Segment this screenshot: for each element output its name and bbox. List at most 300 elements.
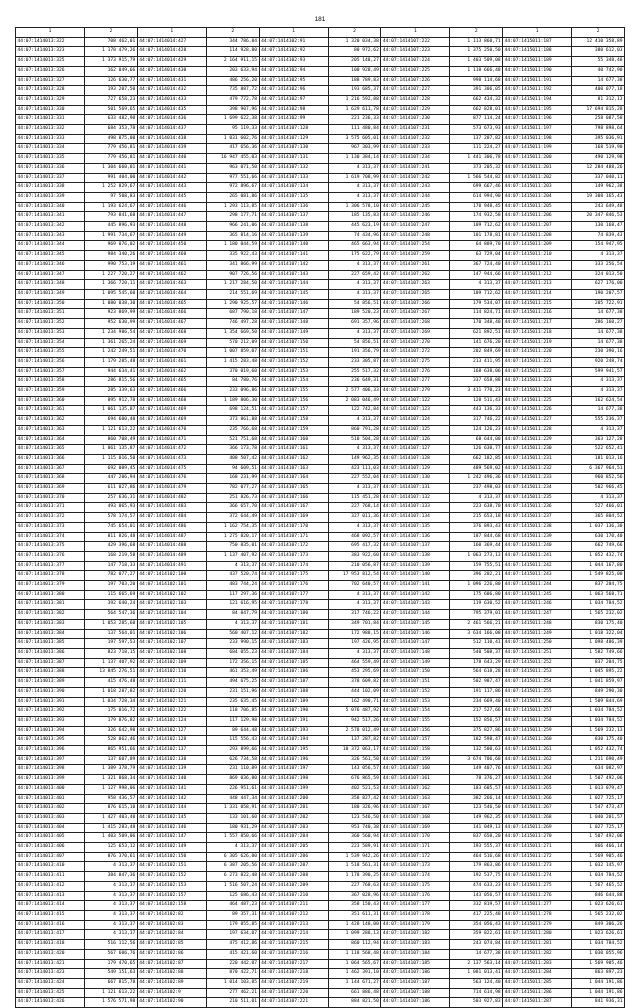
cadastral-value-cell: 498 875,00 (85, 134, 138, 144)
cadastral-number-cell: 44:07:1414013:414 (16, 901, 85, 911)
cadastral-value-cell: 860 708,49 (85, 435, 138, 445)
cadastral-value-cell: 1 144 671,27 (328, 978, 381, 988)
cadastral-number-cell: 44:07:1414107:265 (381, 289, 450, 299)
cadastral-number-cell: 44:07:1414013:350 (16, 299, 85, 309)
cadastral-value-cell: 359 822,61 (450, 930, 503, 940)
cadastral-value-cell: 243 649,48 (572, 202, 625, 212)
cadastral-value-cell: 190 207,57 (572, 289, 625, 299)
cadastral-value-cell: 1 699 622,38 (206, 115, 259, 125)
cadastral-number-cell: 44:07:1414013:400 (16, 784, 85, 794)
cadastral-number-cell: 44:07:1414014:465 (137, 299, 206, 309)
table-row (16, 784, 625, 794)
table-row (16, 891, 625, 901)
cadastral-number-cell: 44:07:1414107:130 (381, 474, 450, 484)
cadastral-number-cell: 44:07:1414013:349 (16, 289, 85, 299)
cadastral-number-cell: 44:07:1414107:241 (381, 163, 450, 173)
cadastral-number-cell: 44:07:1414107:148 (259, 319, 328, 329)
cadastral-number-cell: 44:07:1414107:174 (381, 872, 450, 882)
cadastral-number-cell: 44:07:1414107:140 (381, 571, 450, 581)
cadastral-value-cell: 614 994,90 (450, 192, 503, 202)
cadastral-value-cell: 373 205,32 (450, 163, 503, 173)
cadastral-value-cell: 984 340,26 (85, 251, 138, 261)
cadastral-value-cell: 837 650,20 (450, 833, 503, 843)
table-row (16, 969, 625, 979)
cadastral-number-cell: 44:07:1415011:274 (503, 872, 572, 882)
cadastral-value-cell: 958 436,57 (85, 794, 138, 804)
cadastral-number-cell: 44:07:1414013:415 (16, 910, 85, 920)
cadastral-number-cell: 44:07:1414102:109 (137, 658, 206, 668)
cadastral-value-cell: 1 518 561,31 (328, 862, 381, 872)
cadastral-number-cell: 44:07:1414102:82 (137, 910, 206, 920)
cadastral-value-cell: 423 111,03 (328, 464, 381, 474)
cadastral-value-cell: 398 907,96 (206, 105, 259, 115)
cadastral-number-cell: 44:07:1414102:142 (137, 794, 206, 804)
cadastral-number-cell: 44:07:1414107:135 (381, 522, 450, 532)
cadastral-number-cell: 44:07:1414013:410 (16, 862, 85, 872)
cadastral-number-cell: 44:07:1415011:207 (503, 222, 572, 232)
cadastral-value-cell: 483 744,24 (206, 581, 259, 591)
cadastral-number-cell: 44:07:1415011:278 (503, 910, 572, 920)
cadastral-number-cell: 44:07:1414013:332 (16, 125, 85, 135)
cadastral-value-cell: 1 013 079,47 (572, 784, 625, 794)
cadastral-value-cell: 223 589,91 (328, 843, 381, 853)
cadastral-value-cell: 1 007 859,07 (206, 348, 259, 358)
table-row (16, 260, 625, 270)
cadastral-value-cell: 1 018 322,04 (572, 629, 625, 639)
table-row (16, 668, 625, 678)
cadastral-number-cell: 44:07:1414107:208 (259, 872, 328, 882)
cadastral-value-cell: 1 053 285,60 (85, 619, 138, 629)
cadastral-value-cell: 630 170,40 (572, 532, 625, 542)
cadastral-value-cell: 1 081 013,41 (450, 969, 503, 979)
table-row (16, 76, 625, 86)
cadastral-number-cell: 44:07:1414107:207 (259, 862, 328, 872)
cadastral-number-cell: 44:07:1414014:468 (137, 328, 206, 338)
cadastral-value-cell: 197 597,53 (85, 639, 138, 649)
cadastral-value-cell: 137 564,01 (85, 629, 138, 639)
cadastral-value-cell: 1 095 545,60 (85, 289, 138, 299)
cadastral-number-cell: 44:07:1414013:322 (16, 37, 85, 47)
cadastral-value-cell: 1 569 232,13 (572, 726, 625, 736)
cadastral-number-cell: 44:07:1414013:368 (16, 474, 85, 484)
cadastral-value-cell: 798 898,64 (572, 125, 625, 135)
cadastral-number-cell: 44:07:1414014:489 (137, 551, 206, 561)
cadastral-number-cell: 44:07:1415011:287 (503, 998, 572, 1008)
cadastral-number-cell: 44:07:1414107:173 (259, 551, 328, 561)
cadastral-value-cell: 132 500,63 (450, 746, 503, 756)
table-row (16, 202, 625, 212)
cadastral-value-cell: 1 189 806,30 (206, 396, 259, 406)
cadastral-value-cell: 101 178,81 (450, 231, 503, 241)
cadastral-number-cell: 44:07:1415011:217 (503, 319, 572, 329)
cadastral-value-cell: 549 151,63 (85, 969, 138, 979)
cadastral-value-cell: 54 856,51 (328, 299, 381, 309)
cadastral-value-cell: 205 722,91 (572, 299, 625, 309)
cadastral-value-cell: 124 126,23 (450, 425, 503, 435)
cadastral-value-cell: 727 658,23 (85, 95, 138, 105)
cadastral-value-cell: 215 653,18 (450, 513, 503, 523)
cadastral-value-cell: 1 389 378,79 (85, 765, 138, 775)
cadastral-number-cell: 44:07:1414102:127 (137, 726, 206, 736)
cadastral-value-cell: 527 466,01 (572, 503, 625, 513)
cadastral-value-cell: 179 855,85 (206, 920, 259, 930)
cadastral-value-cell: 570 212,09 (206, 338, 259, 348)
cadastral-value-cell: 337 040,11 (572, 173, 625, 183)
cadastral-number-cell: 44:07:1415011:214 (503, 289, 572, 299)
cadastral-value-cell: 122 742,84 (328, 406, 381, 416)
cadastral-value-cell: 203 633,94 (206, 66, 259, 76)
cadastral-number-cell: 44:07:1414107:230 (381, 115, 450, 125)
cadastral-number-cell: 44:07:1414107:170 (381, 833, 450, 843)
cadastral-number-cell: 44:07:1414013:377 (16, 561, 85, 571)
cadastral-number-cell: 44:07:1414107:263 (381, 280, 450, 290)
table-row (16, 183, 625, 193)
cadastral-number-cell: 44:07:1415011:194 (503, 95, 572, 105)
cadastral-value-cell: 141 049,13 (450, 823, 503, 833)
table-row (16, 328, 625, 338)
cadastral-value-cell: 258 087,58 (572, 115, 625, 125)
cadastral-value-cell: 444 102,09 (328, 687, 381, 697)
cadastral-value-cell: 1 242 249,51 (85, 348, 138, 358)
table-row (16, 872, 625, 882)
cadastral-value-cell: 17 953 812,54 (328, 571, 381, 581)
cadastral-number-cell: 44:07:1414107:186 (259, 668, 328, 678)
cadastral-value-cell: 162 490,71 (328, 697, 381, 707)
cadastral-value-cell: 877 114,24 (450, 115, 503, 125)
cadastral-value-cell: 172 988,15 (328, 629, 381, 639)
cadastral-number-cell: 44:07:1414013:404 (16, 823, 85, 833)
cadastral-number-cell: 44:07:1414107:276 (381, 367, 450, 377)
cadastral-value-cell: 502 987,47 (450, 678, 503, 688)
cadastral-value-cell: 286 815,56 (85, 377, 138, 387)
cadastral-number-cell: 44:07:1414107:150 (259, 338, 328, 348)
cadastral-value-cell: 876 370,61 (85, 852, 138, 862)
table-row (16, 299, 625, 309)
table-row (16, 289, 625, 299)
cadastral-number-cell: 44:07:1414102:107 (137, 639, 206, 649)
cadastral-number-cell: 44:07:1415011:255 (503, 687, 572, 697)
cadastral-number-cell: 44:07:1414107:174 (259, 561, 328, 571)
cadastral-number-cell: 44:07:1414102:158 (137, 901, 206, 911)
cadastral-value-cell: 698 124,51 (206, 406, 259, 416)
cadastral-number-cell: 44:07:1414013:381 (16, 600, 85, 610)
cadastral-value-cell: 1 373 915,79 (85, 57, 138, 67)
cadastral-value-cell: 327 011,36 (328, 513, 381, 523)
cadastral-number-cell: 44:07:1415011:236 (503, 503, 572, 513)
cadastral-number-cell: 44:07:1414013:362 (16, 416, 85, 426)
cadastral-value-cell: 443 136,33 (450, 406, 503, 416)
cadastral-number-cell: 44:07:1414014:466 (137, 309, 206, 319)
cadastral-value-cell: 168 219,58 (85, 551, 138, 561)
cadastral-value-cell: 89 644,48 (206, 726, 259, 736)
cadastral-number-cell: 44:07:1414107:203 (259, 823, 328, 833)
cadastral-number-cell: 44:07:1414107:136 (381, 532, 450, 542)
cadastral-number-cell: 44:07:1415011:276 (503, 891, 572, 901)
cadastral-number-cell: 44:07:1415011:282 (503, 949, 572, 959)
cadastral-number-cell: 44:07:1415011:268 (503, 813, 572, 823)
table-row (16, 280, 625, 290)
table-row (16, 978, 625, 988)
cadastral-number-cell: 44:07:1414107:169 (259, 513, 328, 523)
cadastral-value-cell: 298 177,71 (206, 212, 259, 222)
table-row (16, 57, 625, 67)
cadastral-value-cell: 1 547 473,47 (572, 804, 625, 814)
cadastral-number-cell: 44:07:1415011:273 (503, 862, 572, 872)
cadastral-value-cell: 191 356,79 (328, 348, 381, 358)
cadastral-value-cell: 1 428 148,00 (328, 920, 381, 930)
table-row (16, 173, 625, 183)
cadastral-number-cell: 44:07:1414107:155 (381, 716, 450, 726)
cadastral-value-cell: 990 753,19 (85, 260, 138, 270)
cadastral-value-cell: 235 635,45 (206, 697, 259, 707)
cadastral-value-cell: 4 313,37 (206, 619, 259, 629)
cadastral-value-cell: 220 442,07 (206, 959, 259, 969)
cadastral-value-cell: 100 928,49 (328, 66, 381, 76)
cadastral-number-cell: 44:07:1414107:221 (259, 998, 328, 1008)
cadastral-value-cell: 175 622,79 (328, 251, 381, 261)
table-row (16, 988, 625, 998)
cadastral-value-cell: 1 331 058,91 (206, 804, 259, 814)
cadastral-value-cell: 626 734,58 (206, 755, 259, 765)
cadastral-number-cell: 44:07:1414107:124 (381, 416, 450, 426)
cadastral-number-cell: 44:07:1414102:121 (137, 697, 206, 707)
cadastral-value-cell: 366 173,78 (206, 445, 259, 455)
cadastral-value-cell: 599 941,57 (572, 367, 625, 377)
cadastral-value-cell: 1 027 725,17 (572, 794, 625, 804)
cadastral-value-cell: 332 819,57 (450, 901, 503, 911)
cadastral-number-cell: 44:07:1414013:356 (16, 357, 85, 367)
cadastral-value-cell: 4 313,37 (572, 493, 625, 503)
cadastral-value-cell: 16 947 455,03 (206, 154, 259, 164)
cadastral-number-cell: 44:07:1414013:367 (16, 464, 85, 474)
cadastral-number-cell: 44:07:1414014:443 (137, 183, 206, 193)
table-row (16, 658, 625, 668)
cadastral-value-cell: 363 127,28 (572, 435, 625, 445)
cadastral-number-cell: 44:07:1414014:439 (137, 144, 206, 154)
table-row (16, 755, 625, 765)
cadastral-number-cell: 44:07:1414107:157 (259, 406, 328, 416)
cadastral-number-cell: 44:07:1414107:269 (381, 328, 450, 338)
cadastral-number-cell: 44:07:1414102:137 (137, 746, 206, 756)
cadastral-number-cell: 44:07:1414014:441 (137, 163, 206, 173)
cadastral-number-cell: 44:07:1414107:156 (381, 726, 450, 736)
cadastral-number-cell: 44:07:1414107:225 (381, 66, 450, 76)
cadastral-number-cell: 44:07:1414107:166 (259, 493, 328, 503)
cadastral-value-cell: 383 922,60 (328, 551, 381, 561)
cadastral-value-cell: 1 179 285,48 (85, 357, 138, 367)
cadastral-value-cell: 197 703,20 (85, 581, 138, 591)
cadastral-value-cell: 702 640,57 (328, 581, 381, 591)
table-row (16, 940, 625, 950)
cadastral-value-cell: 1 361 265,24 (85, 338, 138, 348)
cadastral-value-cell: 14 677,38 (572, 338, 625, 348)
cadastral-value-cell: 365 814,16 (206, 231, 259, 241)
table-row (16, 387, 625, 397)
table-row (16, 949, 625, 959)
cadastral-number-cell: 44:07:1415011:266 (503, 794, 572, 804)
cadastral-value-cell: 14 677,38 (572, 328, 625, 338)
table-row (16, 794, 625, 804)
cadastral-value-cell: 870 422,71 (206, 969, 259, 979)
cadastral-number-cell: 44:07:1414107:139 (381, 561, 450, 571)
cadastral-value-cell: 1 567 465,52 (572, 881, 625, 891)
cadastral-value-cell: 392 640,24 (85, 600, 138, 610)
cadastral-value-cell: 149 962,35 (450, 813, 503, 823)
cadastral-number-cell: 44:07:1414107:212 (259, 910, 328, 920)
cadastral-number-cell: 44:07:1414014:442 (137, 173, 206, 183)
cadastral-number-cell: 44:07:1415011:245 (503, 590, 572, 600)
cadastral-value-cell: 811 826,48 (85, 532, 138, 542)
cadastral-value-cell: 837 204,75 (572, 581, 625, 591)
cadastral-value-cell: 661 886,48 (328, 988, 381, 998)
cadastral-number-cell: 44:07:1415011:232 (503, 464, 572, 474)
cadastral-value-cell: 4 313,37 (572, 387, 625, 397)
cadastral-value-cell: 662 828,01 (450, 105, 503, 115)
cadastral-number-cell: 44:07:1414107:138 (259, 222, 328, 232)
cadastral-value-cell: 1 121 613,22 (85, 988, 138, 998)
cadastral-number-cell: 44:07:1414013:331 (16, 115, 85, 125)
column-header: 2 (450, 28, 503, 38)
cadastral-number-cell: 44:07:1415011:249 (503, 629, 572, 639)
cadastral-number-cell: 44:07:1414013:344 (16, 241, 85, 251)
cadastral-number-cell: 44:07:1415011:248 (503, 619, 572, 629)
cadastral-value-cell: 746 497,28 (206, 319, 259, 329)
cadastral-number-cell: 44:07:1414013:363 (16, 425, 85, 435)
cadastral-number-cell: 44:07:1414107:130 (259, 144, 328, 154)
cadastral-value-cell: 1 041 859,97 (572, 678, 625, 688)
cadastral-number-cell: 44:07:1414107:275 (381, 357, 450, 367)
cadastral-value-cell: 966 241,06 (206, 222, 259, 232)
cadastral-value-cell: 341 866,99 (206, 260, 259, 270)
cadastral-value-cell: 400 077,18 (572, 86, 625, 96)
table-row (16, 581, 625, 591)
cadastral-number-cell: 44:07:1414107:188 (259, 687, 328, 697)
cadastral-value-cell: 952 630,99 (85, 319, 138, 329)
cadastral-number-cell: 44:07:1415011:281 (503, 940, 572, 950)
cadastral-value-cell: 265 081,86 (206, 192, 259, 202)
cadastral-number-cell: 44:07:1414102:88 (137, 969, 206, 979)
cadastral-value-cell: 367 028,96 (328, 891, 381, 901)
cadastral-value-cell: 417 225,48 (450, 910, 503, 920)
cadastral-value-cell: 1 403 509,06 (85, 833, 138, 843)
cadastral-value-cell: 1 565 232,02 (572, 610, 625, 620)
cadastral-value-cell: 846 644,88 (572, 891, 625, 901)
cadastral-value-cell: 2 577 406,33 (328, 387, 381, 397)
cadastral-number-cell: 44:07:1414102:91 (259, 37, 328, 47)
cadastral-number-cell: 44:07:1414107:159 (381, 755, 450, 765)
cadastral-value-cell: 117 297,36 (206, 590, 259, 600)
cadastral-value-cell: 193 555,37 (450, 843, 503, 853)
cadastral-value-cell: 1 569 905,46 (572, 959, 625, 969)
cadastral-value-cell: 94 609,51 (206, 464, 259, 474)
cadastral-number-cell: 44:07:1414014:463 (137, 280, 206, 290)
cadastral-number-cell: 44:07:1414107:190 (259, 707, 328, 717)
cadastral-value-cell: 365 804,52 (572, 513, 625, 523)
cadastral-number-cell: 44:07:1414107:154 (259, 377, 328, 387)
cadastral-number-cell: 44:07:1415011:260 (503, 736, 572, 746)
cadastral-number-cell: 44:07:1414014:470 (137, 348, 206, 358)
cadastral-value-cell: 6 387 205,56 (206, 862, 259, 872)
cadastral-value-cell: 823 718,15 (85, 649, 138, 659)
cadastral-value-cell: 1 415 283,48 (206, 357, 259, 367)
cadastral-number-cell: 44:07:1414013:378 (16, 571, 85, 581)
cadastral-number-cell: 44:07:1414107:147 (259, 309, 328, 319)
table-row (16, 319, 625, 329)
cadastral-number-cell: 44:07:1414107:157 (381, 736, 450, 746)
cadastral-value-cell: 1 216 592,88 (328, 95, 381, 105)
table-row (16, 726, 625, 736)
cadastral-value-cell: 1 061 135,87 (85, 406, 138, 416)
cadastral-value-cell: 1 034 784,52 (572, 940, 625, 950)
cadastral-value-cell: 516 112,56 (85, 940, 138, 950)
cadastral-number-cell: 44:07:1415011:213 (503, 280, 572, 290)
cadastral-value-cell: 1 576 571,98 (85, 998, 138, 1008)
cadastral-number-cell: 44:07:1414014:435 (137, 105, 206, 115)
cadastral-number-cell: 44:07:1414014:491 (137, 561, 206, 571)
cadastral-value-cell: 1 375 250,50 (450, 47, 503, 57)
cadastral-value-cell: 233 990,15 (206, 639, 259, 649)
cadastral-number-cell: 44:07:1414013:423 (16, 969, 85, 979)
cadastral-number-cell: 44:07:1414107:185 (381, 959, 450, 969)
cadastral-value-cell: 1 045 895,22 (572, 668, 625, 678)
cadastral-number-cell: 44:07:1414107:138 (381, 551, 450, 561)
table-row (16, 746, 625, 756)
table-row (16, 707, 625, 717)
cadastral-value-cell: 1 052 432,74 (572, 551, 625, 561)
cadastral-value-cell: 384 847,36 (85, 872, 138, 882)
cadastral-number-cell: 44:07:1414107:218 (259, 969, 328, 979)
cadastral-number-cell: 44:07:1414013:364 (16, 435, 85, 445)
cadastral-value-cell: 522 652,41 (572, 445, 625, 455)
cadastral-value-cell: 564 547,36 (85, 610, 138, 620)
cadastral-value-cell: 621 892,51 (450, 328, 503, 338)
cadastral-number-cell: 44:07:1414107:279 (381, 387, 450, 397)
cadastral-number-cell: 44:07:1414107:143 (259, 270, 328, 280)
cadastral-number-cell: 44:07:1415011:223 (503, 377, 572, 387)
cadastral-number-cell: 44:07:1415011:224 (503, 387, 572, 397)
cadastral-value-cell: 501 569,65 (85, 105, 138, 115)
cadastral-number-cell: 44:07:1414013:402 (16, 804, 85, 814)
cadastral-number-cell: 44:07:1414102:96 (259, 86, 328, 96)
cadastral-value-cell: 187 844,68 (450, 532, 503, 542)
cadastral-number-cell: 44:07:1414102:89 (137, 978, 206, 988)
cadastral-number-cell: 44:07:1414013:330 (16, 105, 85, 115)
cadastral-value-cell: 80 972,62 (328, 47, 381, 57)
cadastral-value-cell: 479 772,78 (206, 95, 259, 105)
table-row (16, 639, 625, 649)
cadastral-number-cell: 44:07:1414013:398 (16, 765, 85, 775)
cadastral-number-cell: 44:07:1414102:124 (137, 716, 206, 726)
cadastral-value-cell: 130 168,47 (572, 222, 625, 232)
table-row (16, 445, 625, 455)
table-row (16, 862, 625, 872)
cadastral-value-cell: 40 742,90 (572, 66, 625, 76)
cadastral-value-cell: 1 320 034,38 (328, 37, 381, 47)
cadastral-value-cell: 1 252 829,67 (85, 183, 138, 193)
table-row (16, 105, 625, 115)
cadastral-number-cell: 44:07:1414107:161 (259, 445, 328, 455)
cadastral-value-cell: 4 313,37 (328, 416, 381, 426)
cadastral-number-cell: 44:07:1414107:148 (381, 649, 450, 659)
cadastral-value-cell: 81 312,13 (572, 95, 625, 105)
cadastral-value-cell: 692 009,45 (85, 464, 138, 474)
cadastral-number-cell: 44:07:1414107:267 (381, 309, 450, 319)
cadastral-value-cell: 578 174,57 (85, 513, 138, 523)
cadastral-number-cell: 44:07:1414107:172 (381, 852, 450, 862)
cadastral-number-cell: 44:07:1414107:136 (259, 202, 328, 212)
cadastral-number-cell: 44:07:1415011:263 (503, 765, 572, 775)
cadastral-number-cell: 44:07:1414014:466 (137, 387, 206, 397)
